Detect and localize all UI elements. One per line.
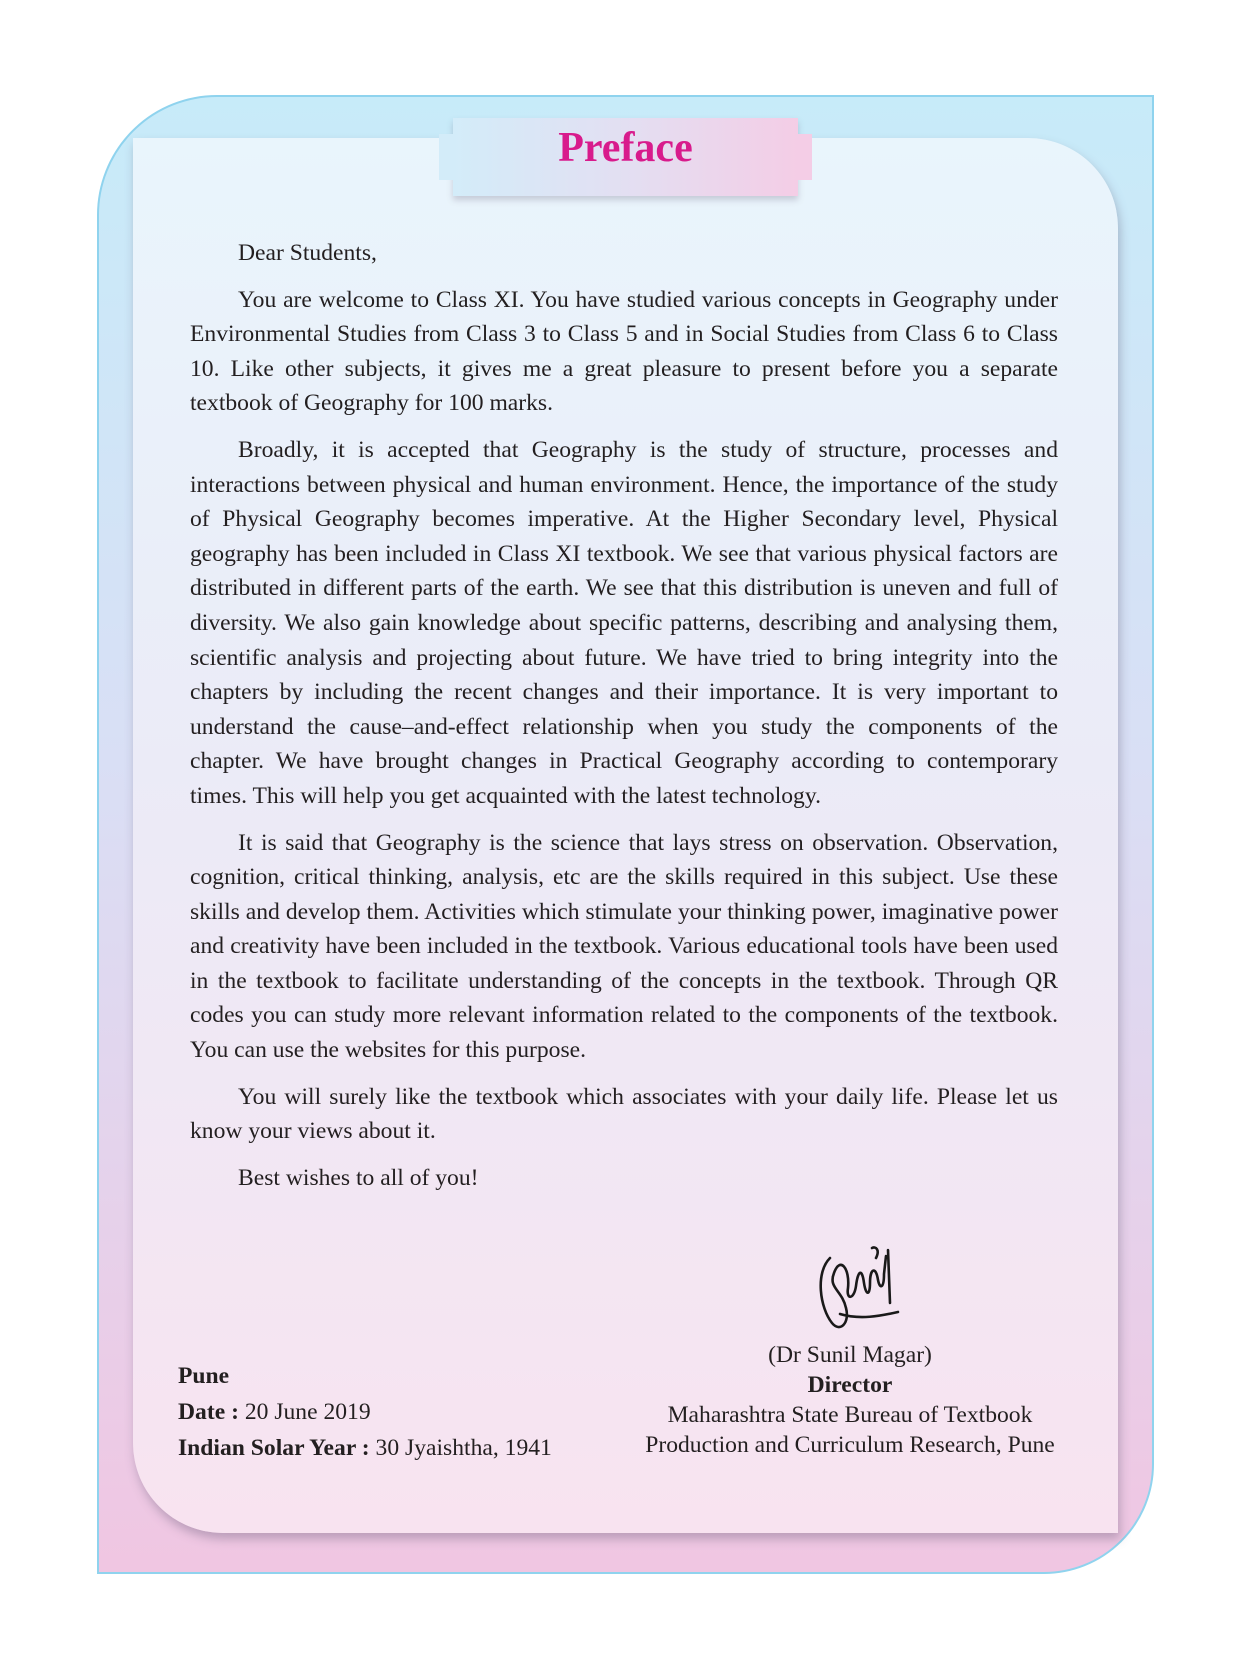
solar-year-line xyxy=(178,1430,608,1466)
letter-body xyxy=(190,236,1058,1207)
date-label: Date : xyxy=(178,1399,239,1425)
place-city: Pune xyxy=(178,1363,230,1389)
closing: Best wishes to all of you! xyxy=(238,1164,479,1191)
signatory-block xyxy=(620,1340,1080,1460)
paragraph-1: You are welcome to Class XI. You have studied various concepts in Geography under Environmental Studies from Class 3 to Class 5 and in Social Studies from Class 6 to Class 10. Like other subjects, it gives me a great pleasure to present before you a separate textbook of Geography for 100 marks. xyxy=(190,286,1058,417)
place-date-block xyxy=(178,1358,608,1466)
solar-year-label: Indian Solar Year : xyxy=(178,1435,370,1461)
paragraph-2: Broadly, it is accepted that Geography is the study of structure, processes and interactions between physical and human environment. Hence, the importance of the study of Physical Geography becomes imperative. At the Higher Secondary level, Physical geography has been included in Class XI textbook. We see that various physical factors are distributed in different parts of the earth. We see that this distribution is uneven and full of diversity. We also gain knowledge about specific patterns, describing and analysing them, scientific analysis and projecting about future. We have tried to bring integrity into the chapters by including the recent changes and their importance. It is very important to understand the cause–and-effect relationship when you study the components of the chapter. We have brought changes in Practical Geography according to contemporary times. This will help you get acquainted with the latest technology. xyxy=(190,436,1058,809)
paragraph-4: You will surely like the textbook which associates with your daily life. Please let us know your views about it. xyxy=(190,1083,1058,1145)
organization-line-2: Production and Curriculum Research, Pune xyxy=(645,1432,1055,1458)
paragraph-3: It is said that Geography is the science that lays stress on observation. Observation, cognition, critical thinking, analysis, etc are the skills required in this subject. Use these skills and develop them. Activities which stimulate your thinking power, imaginative power and creativity have been included in the textbook. Various educational tools have been used in the textbook to facilitate understanding of the concepts in the textbook. Through QR codes you can study more relevant information related to the components of the textbook. You can use the websites for this purpose. xyxy=(190,829,1058,1064)
organization-line-1: Maharashtra State Bureau of Textbook xyxy=(667,1402,1033,1428)
greeting: Dear Students, xyxy=(238,240,377,266)
signature xyxy=(810,1228,910,1338)
page-title: Preface xyxy=(558,125,693,171)
solar-year-value: 30 Jyaishtha, 1941 xyxy=(375,1435,552,1461)
date-line xyxy=(178,1394,608,1430)
signatory-name: (Dr Sunil Magar) xyxy=(768,1342,932,1368)
signatory-designation: Director xyxy=(807,1372,893,1398)
date-value: 20 June 2019 xyxy=(244,1399,371,1425)
